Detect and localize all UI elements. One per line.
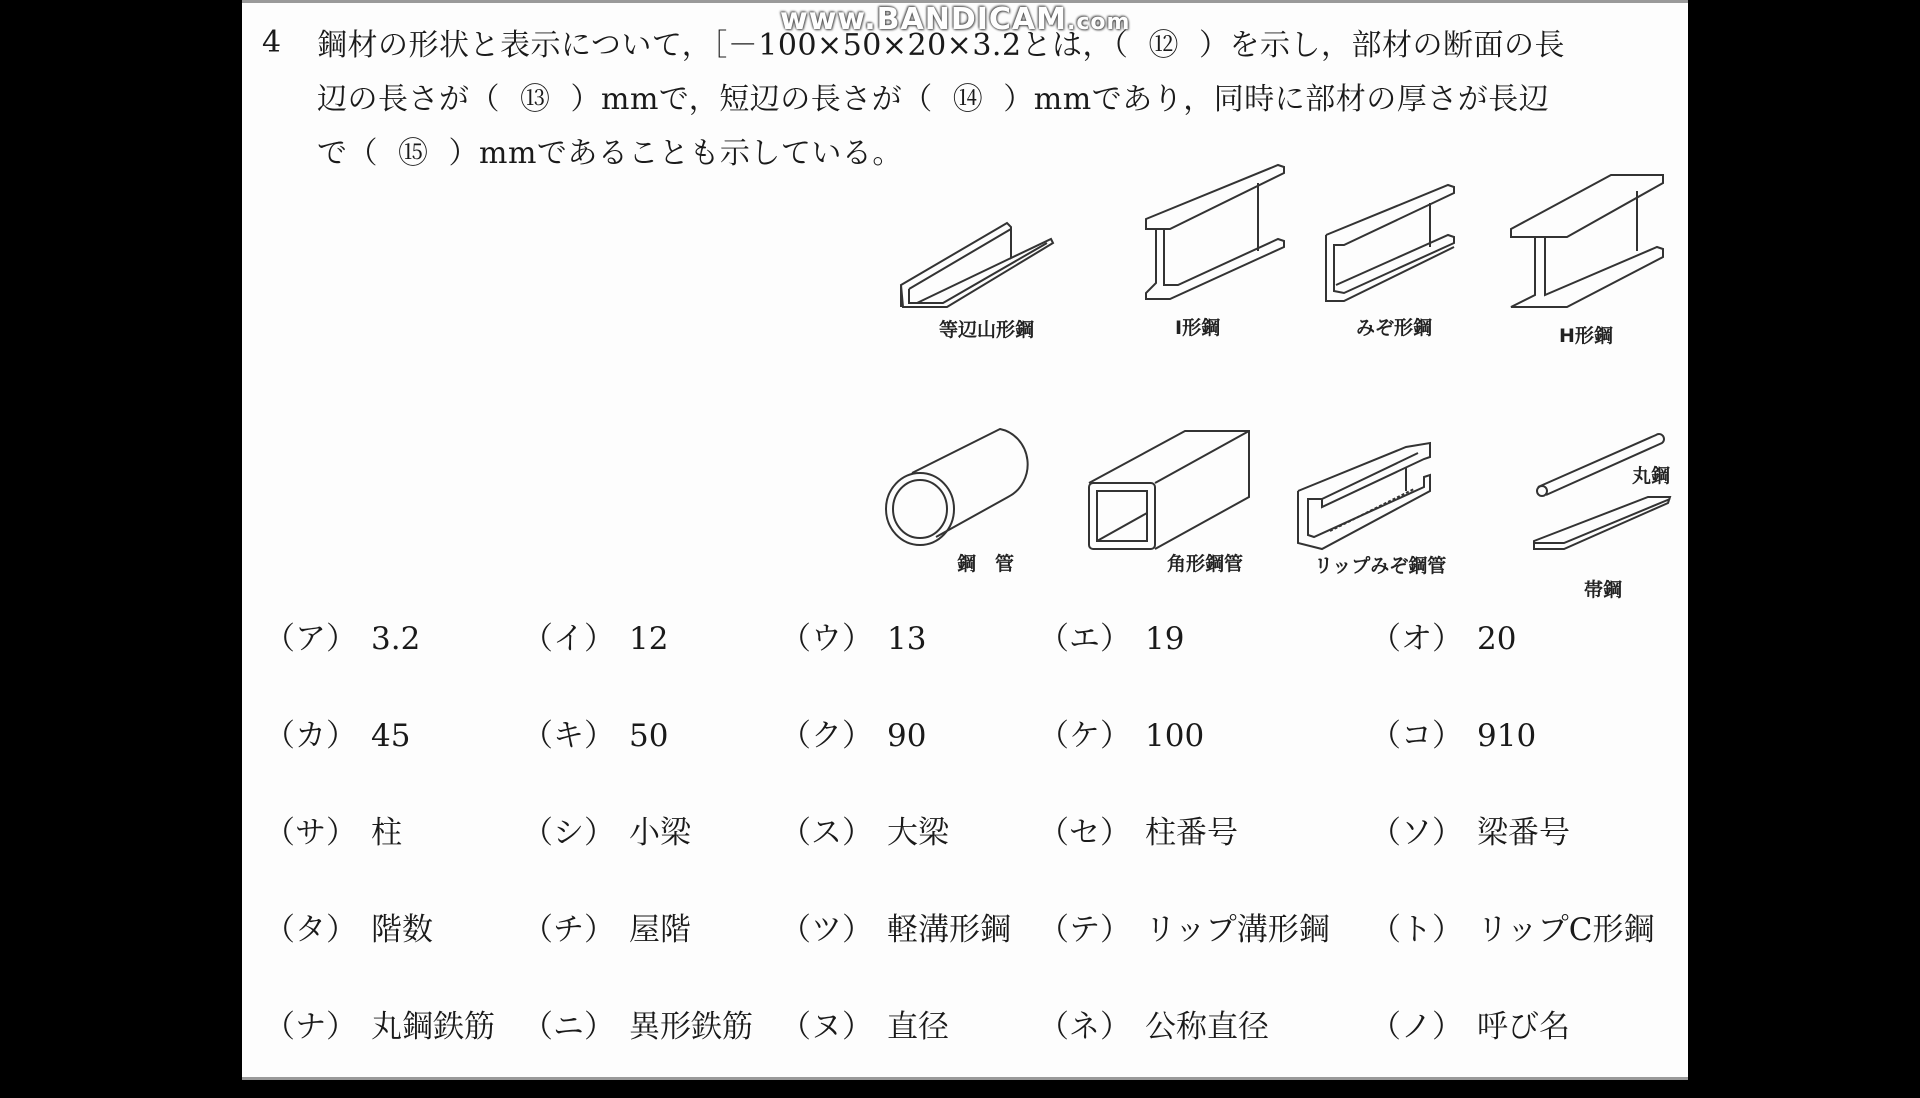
channel-steel-figure bbox=[1322, 181, 1462, 339]
flat-bar-icon bbox=[1530, 493, 1675, 553]
blank-15: ⑮ bbox=[398, 136, 429, 171]
choice-e: （エ） 19 bbox=[1038, 621, 1185, 657]
question-number: 4 bbox=[262, 25, 282, 60]
choice-sa: （サ） 柱 bbox=[264, 815, 402, 851]
choice-shi: （シ） 小梁 bbox=[522, 815, 691, 851]
choice-ke: （ケ） 100 bbox=[1038, 718, 1205, 754]
question-text-segment: 辺の長さが（ bbox=[317, 82, 500, 117]
i-beam-icon bbox=[1142, 161, 1292, 306]
h-beam-icon bbox=[1507, 171, 1667, 311]
figure-label: 帯鋼 bbox=[1584, 579, 1623, 601]
bandicam-watermark: www.BANDICAM.com bbox=[780, 2, 1131, 37]
lip-channel-figure bbox=[1294, 439, 1447, 577]
choice-ka: （カ） 45 bbox=[264, 718, 411, 754]
choice-tsu: （ツ） 軽溝形鋼 bbox=[780, 912, 1011, 948]
question-text-segment: ）mmで，短辺の長さが（ bbox=[570, 82, 933, 117]
choice-no: （ノ） 呼び名 bbox=[1370, 1009, 1570, 1045]
flat-bar-figure bbox=[1530, 493, 1675, 601]
choice-ni: （ニ） 異形鉄筋 bbox=[522, 1009, 753, 1045]
blank-14: ⑭ bbox=[952, 82, 984, 117]
choice-ta: （タ） 階数 bbox=[264, 912, 433, 948]
choice-row-4 bbox=[264, 904, 1684, 1001]
choice-ki: （キ） 50 bbox=[522, 718, 669, 754]
channel-steel-icon bbox=[1322, 181, 1462, 306]
choice-chi: （チ） 屋階 bbox=[522, 912, 691, 948]
lip-channel-icon bbox=[1294, 439, 1434, 554]
answer-choices bbox=[264, 613, 1684, 1098]
choice-row-3 bbox=[264, 807, 1684, 904]
choice-ne: （ネ） 公称直径 bbox=[1038, 1009, 1269, 1045]
choice-na: （ナ） 丸鋼鉄筋 bbox=[264, 1009, 495, 1045]
choice-row-2 bbox=[264, 710, 1684, 807]
h-beam-figure bbox=[1507, 171, 1667, 347]
choice-ko: （コ） 910 bbox=[1370, 718, 1537, 754]
choice-te: （テ） リップ溝形鋼 bbox=[1038, 912, 1330, 948]
question-text-segment: で（ bbox=[317, 136, 378, 171]
question-line-3 bbox=[317, 127, 1677, 181]
figure-label: 角形鋼管 bbox=[1167, 553, 1244, 575]
i-beam-figure bbox=[1142, 161, 1292, 339]
round-bar-figure bbox=[1532, 431, 1672, 501]
document-page bbox=[242, 0, 1688, 1080]
question-text-segment: 鋼材の形状と表示について，［－100×50×20×3.2とは，（ bbox=[317, 28, 1129, 63]
choice-ku: （ク） 90 bbox=[780, 718, 927, 754]
figure-label: H形鋼 bbox=[1559, 325, 1613, 347]
question-text-segment: ）mmであり，同時に部材の厚さが長辺 bbox=[1003, 82, 1550, 117]
choice-so: （ソ） 梁番号 bbox=[1370, 815, 1570, 851]
square-pipe-figure bbox=[1085, 427, 1255, 575]
choice-se: （セ） 柱番号 bbox=[1038, 815, 1238, 851]
choice-u: （ウ） 13 bbox=[780, 621, 927, 657]
square-pipe-icon bbox=[1085, 427, 1255, 552]
question-line-2 bbox=[317, 73, 1677, 127]
figure-label: I形鋼 bbox=[1175, 317, 1221, 339]
angle-steel-icon bbox=[897, 203, 1057, 313]
question-text-segment: ）mmであることも示している。 bbox=[448, 136, 903, 171]
question-text-segment: ）を示し，部材の断面の長 bbox=[1199, 28, 1566, 63]
figure-label: 丸鋼 bbox=[1632, 465, 1671, 487]
choice-row-1 bbox=[264, 613, 1684, 710]
figure-label: リップみぞ鋼管 bbox=[1314, 555, 1447, 577]
question-text bbox=[317, 19, 1677, 181]
figure-label: 鋼 管 bbox=[957, 553, 1015, 575]
choice-a: （ア） 3.2 bbox=[264, 621, 421, 657]
steel-pipe-figure bbox=[882, 425, 1052, 575]
choice-to: （ト） リップC形鋼 bbox=[1370, 912, 1655, 948]
choice-row-5 bbox=[264, 1001, 1684, 1098]
blank-13: ⑬ bbox=[520, 82, 551, 117]
steel-pipe-icon bbox=[882, 425, 1052, 555]
choice-nu: （ヌ） 直径 bbox=[780, 1009, 949, 1045]
figure-label: 等辺山形鋼 bbox=[939, 319, 1035, 341]
figure-label: みぞ形鋼 bbox=[1356, 317, 1433, 339]
choice-o: （オ） 20 bbox=[1370, 621, 1517, 657]
choice-su: （ス） 大梁 bbox=[780, 815, 949, 851]
blank-12: ⑫ bbox=[1148, 28, 1180, 63]
choice-i: （イ） 12 bbox=[522, 621, 669, 657]
angle-steel-figure bbox=[897, 203, 1057, 341]
